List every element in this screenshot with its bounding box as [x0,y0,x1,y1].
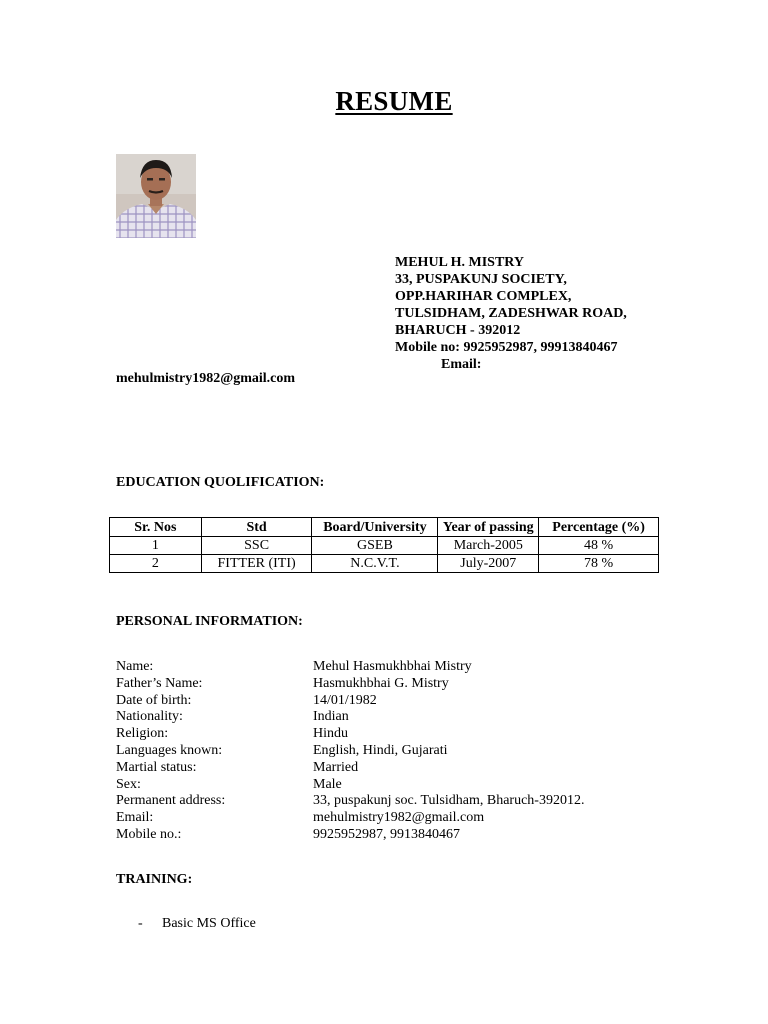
table-cell: FITTER (ITI) [201,555,312,573]
training-item: Basic MS Office [162,916,256,931]
address-line: BHARUCH - 392012 [395,323,521,338]
table-cell: 78 % [539,555,659,573]
info-value: 33, puspakunj soc. Tulsidham, Bharuch-392012. [313,793,585,809]
info-label: Email: [116,810,154,826]
table-cell: SSC [201,537,312,555]
info-row [116,793,584,810]
info-row [116,659,584,676]
info-value: English, Hindi, Gujarati [313,742,448,758]
table-cell: March-2005 [438,537,539,555]
contact-name: MEHUL H. MISTRY [395,255,525,270]
table-cell: GSEB [312,537,438,555]
info-label: Date of birth: [116,692,192,708]
table-cell: July-2007 [438,555,539,573]
info-value: Indian [313,709,349,725]
info-label: Mobile no.: [116,826,182,842]
person-photo-icon [116,154,196,238]
info-row [116,676,584,693]
info-value: 9925952987, 9913840467 [313,826,460,842]
table-cell: 1 [110,537,202,555]
profile-photo [116,154,196,238]
contact-block [395,254,627,373]
table-cell: 48 % [539,537,659,555]
personal-info-list [116,659,584,844]
table-header-row [110,518,659,537]
info-row [116,693,584,710]
column-header: Board/University [312,518,438,537]
list-item [138,916,256,932]
column-header: Sr. Nos [110,518,202,537]
info-row [116,827,584,844]
info-value: Hindu [313,726,348,742]
info-value: mehulmistry1982@gmail.com [313,810,485,826]
address-line: TULSIDHAM, ZADESHWAR ROAD, [395,306,627,321]
info-row [116,726,584,743]
info-row [116,760,584,777]
info-label: Martial status: [116,759,197,775]
table-cell: 2 [110,555,202,573]
address-line: 33, PUSPAKUNJ SOCIETY, [395,272,567,287]
info-row [116,743,584,760]
info-label: Religion: [116,726,169,742]
column-header: Std [201,518,312,537]
contact-email: mehulmistry1982@gmail.com [116,371,296,386]
table-cell: N.C.V.T. [312,555,438,573]
info-label: Name: [116,659,154,674]
address-line: OPP.HARIHAR COMPLEX, [395,289,572,304]
info-label: Father’s Name: [116,675,203,691]
email-label: Email: [441,357,482,372]
education-heading: EDUCATION QUOLIFICATION: [116,475,325,490]
info-value: Male [313,776,342,792]
training-heading: TRAINING: [116,872,193,887]
info-row [116,709,584,726]
bullet-dash-icon: - [138,916,143,931]
info-label: Nationality: [116,709,183,725]
table-row [110,537,659,555]
education-table [109,517,659,573]
info-label: Permanent address: [116,793,226,809]
info-value: Hasmukhbhai G. Mistry [313,675,449,691]
table-row [110,555,659,573]
info-row [116,777,584,794]
info-label: Sex: [116,776,141,792]
column-header: Percentage (%) [539,518,659,537]
info-label: Languages known: [116,742,223,758]
info-value: Mehul Hasmukhbhai Mistry [313,659,472,674]
page-title: RESUME [335,86,453,116]
info-value: Married [313,759,359,775]
info-row [116,810,584,827]
mobile-line: Mobile no: 9925952987, 99913840467 [395,340,618,355]
info-value: 14/01/1982 [313,692,377,708]
column-header: Year of passing [438,518,539,537]
personal-heading: PERSONAL INFORMATION: [116,614,303,629]
